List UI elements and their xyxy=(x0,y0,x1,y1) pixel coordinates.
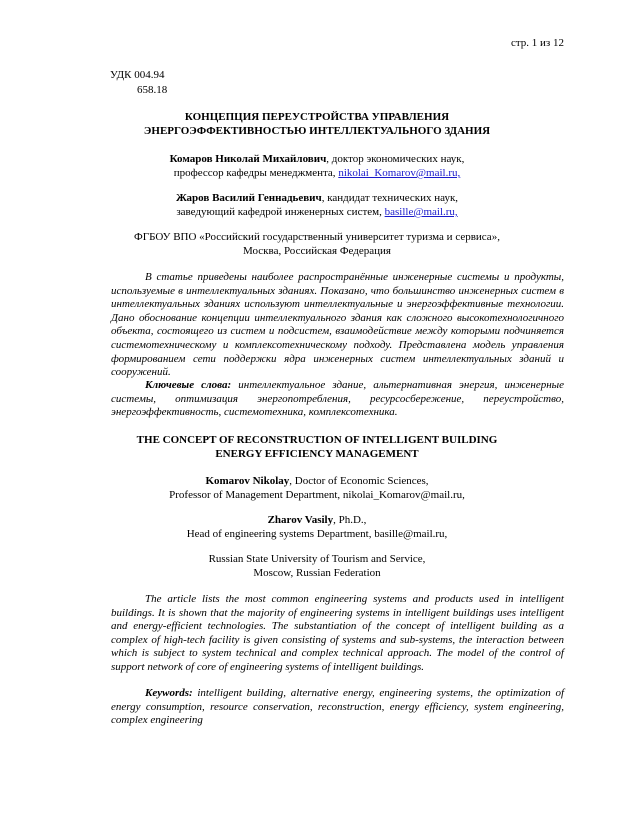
en-author-1 xyxy=(90,474,544,502)
ru-affiliation xyxy=(90,230,544,258)
en-author-2-position: Head of engineering systems Department, basille@mail.ru, xyxy=(186,528,448,540)
ru-author-2-position: заведующий кафедрой инженерных систем, xyxy=(176,206,385,218)
ru-author-1-email-link[interactable]: nikolai_Komarov@mail.ru, xyxy=(338,167,461,179)
en-keywords-text: intelligent building, alternative energy, engineering systems, the optimization of energy consumption, resource conservation, reconstruction, energy efficiency, system engineering, complex engineering xyxy=(111,687,564,727)
en-affiliation-line-2: Moscow, Russian Federation xyxy=(253,567,381,579)
page-number: стр. 1 из 12 xyxy=(510,37,564,49)
en-title-line-2: ENERGY EFFICIENCY MANAGEMENT xyxy=(215,448,419,460)
ru-author-1-position: профессор кафедры менеджмента, xyxy=(173,167,339,179)
en-abstract-text: The article lists the most common engineering systems and products used in intelligent buildings. It is shown that the majority of engineering systems in intelligent buildings uses intelligent and energy-efficient technologies. The substantiation of the concept of intelligent building as a complex of high-tech facility is given consisting of systems and sub-systems, the interaction between which is subject to system technical and complex technical approach. The model of the control of support network of core of engineering systems of intelligent buildings. xyxy=(111,593,564,673)
ru-title-line-2: ЭНЕРГОЭФФЕКТИВНОСТЬЮ ИНТЕЛЛЕКТУАЛЬНОГО ЗДАНИЯ xyxy=(143,125,491,137)
en-author-2-name: Zharov Vasily xyxy=(267,514,334,526)
ru-author-2-email-link[interactable]: basille@mail.ru, xyxy=(384,206,458,218)
ru-keywords xyxy=(111,379,564,420)
en-title xyxy=(90,433,544,461)
udc-code xyxy=(110,68,167,98)
ru-abstract-text: В статье приведены наиболее распространённые инженерные системы и продукты, используемые в интеллектуальных зданиях. Показано, что большинство инженерных систем в интеллектуальных зданиях используют интеллектуальные и энергоэффективные технологии. Дано обоснование концепции интеллектуального здания как сложного высокотехнологичного объекта, состоящего из систем и подсистем, взаимодействие между которыми подчиняется системотехническому и комплексотехническому подходу. Представлена модель управления формированием сети поддержки ядра инженерных систем интеллектуальных зданий и сооружений. xyxy=(111,271,564,379)
en-affiliation-line-1: Russian State University of Tourism and Service, xyxy=(208,553,426,565)
en-keywords-label: Keywords: xyxy=(145,687,193,699)
ru-author-1-degree: , доктор экономических наук, xyxy=(326,153,465,165)
udc-line-1: УДК 004.94 xyxy=(110,69,165,81)
ru-author-2 xyxy=(90,191,544,219)
en-keywords xyxy=(111,687,564,728)
ru-author-1 xyxy=(90,152,544,180)
ru-author-1-name: Комаров Николай Михайлович xyxy=(169,153,327,165)
ru-affiliation-line-2: Москва, Российская Федерация xyxy=(243,245,391,257)
en-author-1-position: Professor of Management Department, nikolai_Komarov@mail.ru, xyxy=(169,489,465,501)
udc-line-2: 658.18 xyxy=(137,84,168,96)
ru-keywords-label: Ключевые слова: xyxy=(145,379,232,391)
en-author-1-name: Komarov Nikolay xyxy=(205,475,290,487)
ru-author-2-degree: , кандидат технических наук, xyxy=(321,192,459,204)
en-title-line-1: THE CONCEPT OF RECONSTRUCTION OF INTELLIGENT BUILDING xyxy=(136,434,498,446)
en-author-1-degree: , Doctor of Economic Sciences, xyxy=(289,475,429,487)
ru-keywords-text: интеллектуальное здание, альтернативная энергия, инженерные системы, оптимизация энергопотребления, ресурсосбережение, переустройство, энергоэффективность, системотехника, комплексотехника. xyxy=(111,379,565,419)
en-author-2 xyxy=(90,513,544,541)
en-abstract xyxy=(111,593,564,675)
ru-abstract xyxy=(111,271,564,380)
en-author-2-degree: , Ph.D., xyxy=(333,514,367,526)
en-affiliation xyxy=(90,552,544,580)
ru-title-line-1: КОНЦЕПЦИЯ ПЕРЕУСТРОЙСТВА УПРАВЛЕНИЯ xyxy=(184,111,450,123)
ru-affiliation-line-1: ФГБОУ ВПО «Российский государственный университет туризма и сервиса», xyxy=(134,231,500,243)
ru-author-2-name: Жаров Василий Геннадьевич xyxy=(175,192,322,204)
ru-title xyxy=(90,110,544,138)
